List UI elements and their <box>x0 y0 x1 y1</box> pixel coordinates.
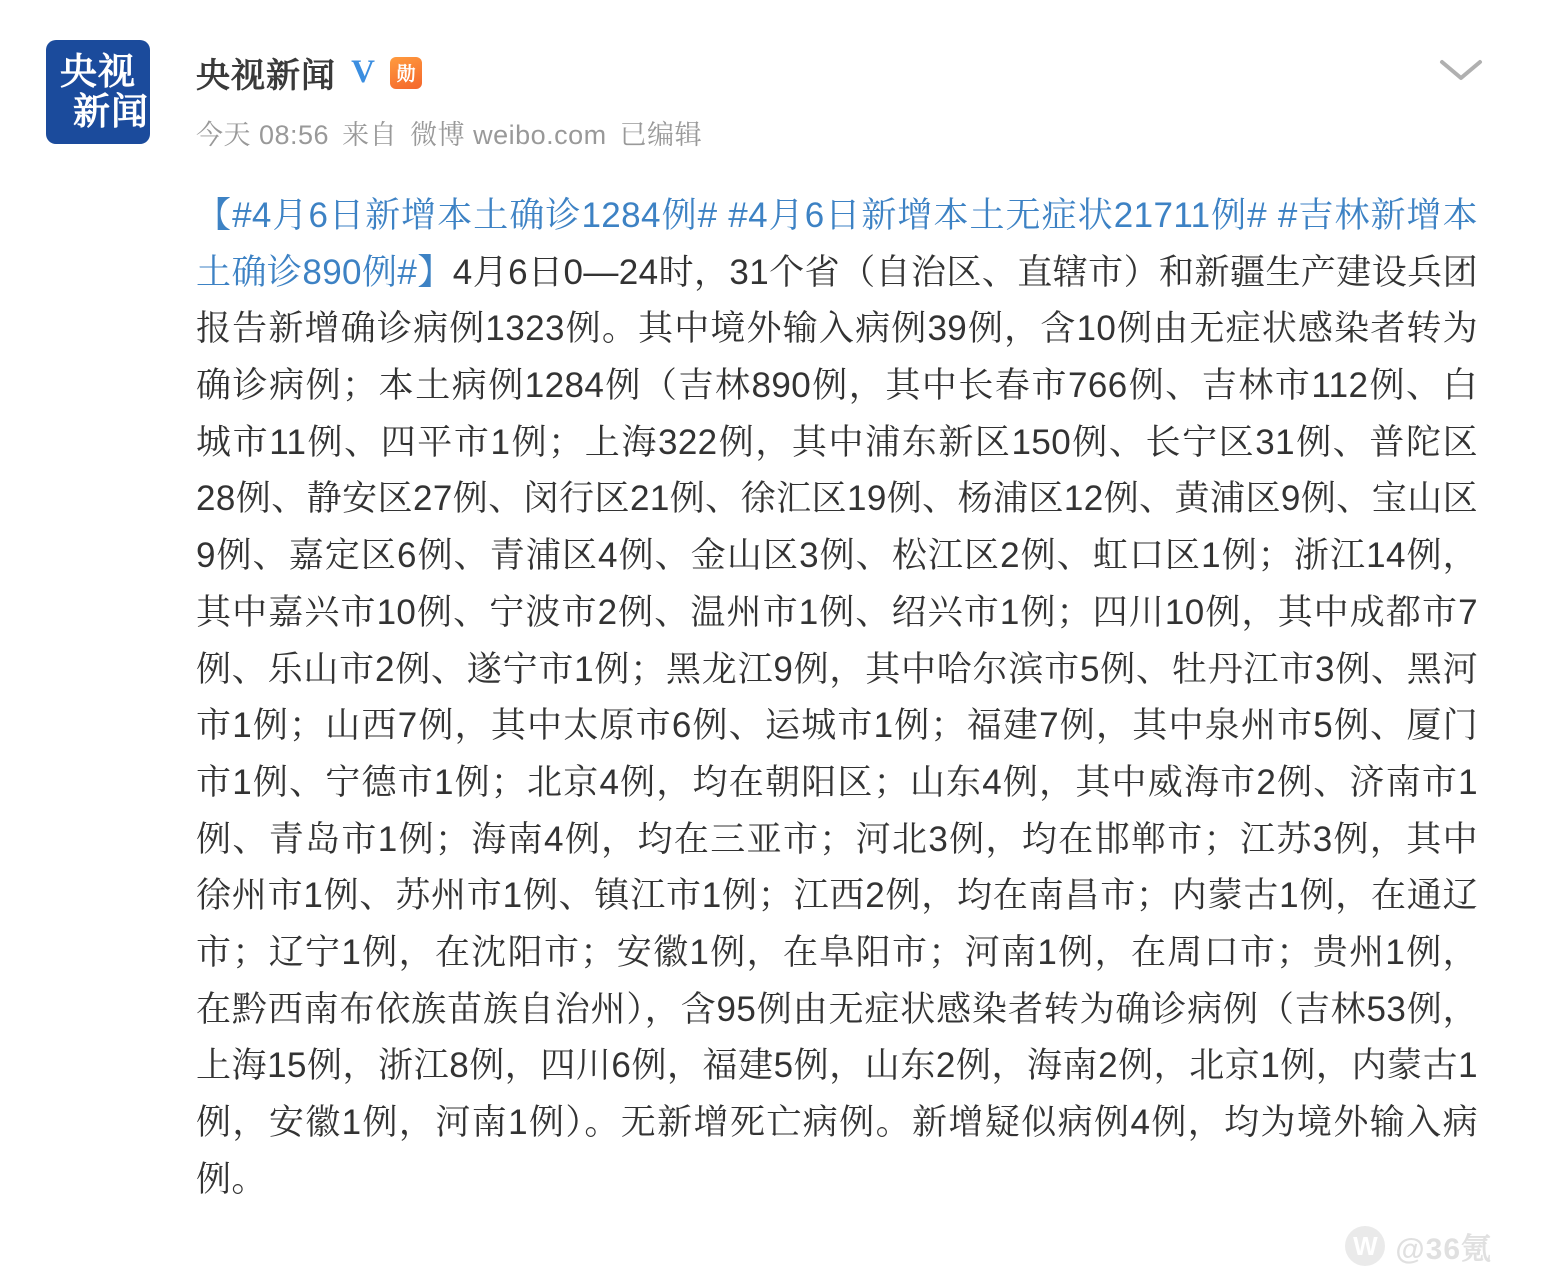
post-meta <box>196 113 1488 152</box>
avatar-line-1: 央视 <box>60 51 136 93</box>
content-text: 4月6日0—24时，31个省（自治区、直辖市）和新疆生产建设兵团报告新增确诊病例1323例。其中境外输入病例39例，含10例由无症状感染者转为确诊病例；本土病例1284例（吉林890例，其中长春市766例、吉林市112例、白城市11例、四平市1例；上海322例，其中浦东新区150例、长宁区31例、普陀区28例、静安区27例、闵行区21例、徐汇区19例、杨浦区12例、黄浦区9例、宝山区9例、嘉定区6例、青浦区4例、金山区3例、松江区2例、虹口区1例；浙江14例，其中嘉兴市10例、宁波市2例、温州市1例、绍兴市1例；四川10例，其中成都市7例、乐山市2例、遂宁市1例；黑龙江9例，其中哈尔滨市5例、牡丹江市3例、黑河市1例；山西7例，其中太原市6例、运城市1例；福建7例，其中泉州市5例、厦门市1例、宁德市1例；北京4例，均在朝阳区；山东4例，其中威海市2例、济南市1例、青岛市1例；海南4例，均在三亚市；河北3例，均在邯郸市；江苏3例，其中徐州市1例、苏州市1例、镇江市1例；江西2例，均在南昌市；内蒙古1例，在通辽市；辽宁1例，在沈阳市；安徽1例，在阜阳市；河南1例，在周口市；贵州1例，在黔西南布依族苗族自治州），含95例由无症状感染者转为确诊病例（吉林53例，上海15例，浙江8例，四川6例，福建5例，山东2例，海南2例，北京1例，内蒙古1例，安徽1例，河南1例）。无新增死亡病例。新增疑似病例4例，均为境外输入病例。 <box>196 252 1479 1199</box>
topic-link-2[interactable]: #4月6日新增本土无症状21711例# <box>728 196 1268 235</box>
post-time: 今天 08:56 <box>196 120 330 150</box>
post-header <box>46 40 1488 152</box>
avatar[interactable] <box>46 40 150 144</box>
watermark-text: @36氪 <box>1395 1233 1492 1266</box>
avatar-line-2: 新闻 <box>73 91 149 132</box>
chevron-down-icon[interactable] <box>1434 48 1488 92</box>
weibo-logo-icon: W <box>1345 1226 1385 1266</box>
topic-link-3[interactable]: #吉林新增本土确诊890例# <box>196 196 1479 292</box>
medal-badge-icon[interactable]: 勋 <box>390 57 422 89</box>
account-name-row <box>196 48 1488 97</box>
verified-badge-icon[interactable]: V <box>348 56 378 90</box>
post-edited-label: 已编辑 <box>619 120 703 150</box>
post-content <box>196 188 1478 1208</box>
watermark <box>1345 1224 1492 1268</box>
content-bracket-open: 【 <box>196 196 233 235</box>
post-from-label: 来自 <box>342 120 398 150</box>
topic-link-1[interactable]: #4月6日新增本土确诊1284例# <box>232 196 718 235</box>
post-source[interactable]: 微博 weibo.com <box>410 120 607 150</box>
account-name[interactable]: 央视新闻 <box>196 57 336 95</box>
post-header-text <box>196 40 1488 152</box>
content-bracket-close: 】 <box>417 252 453 292</box>
